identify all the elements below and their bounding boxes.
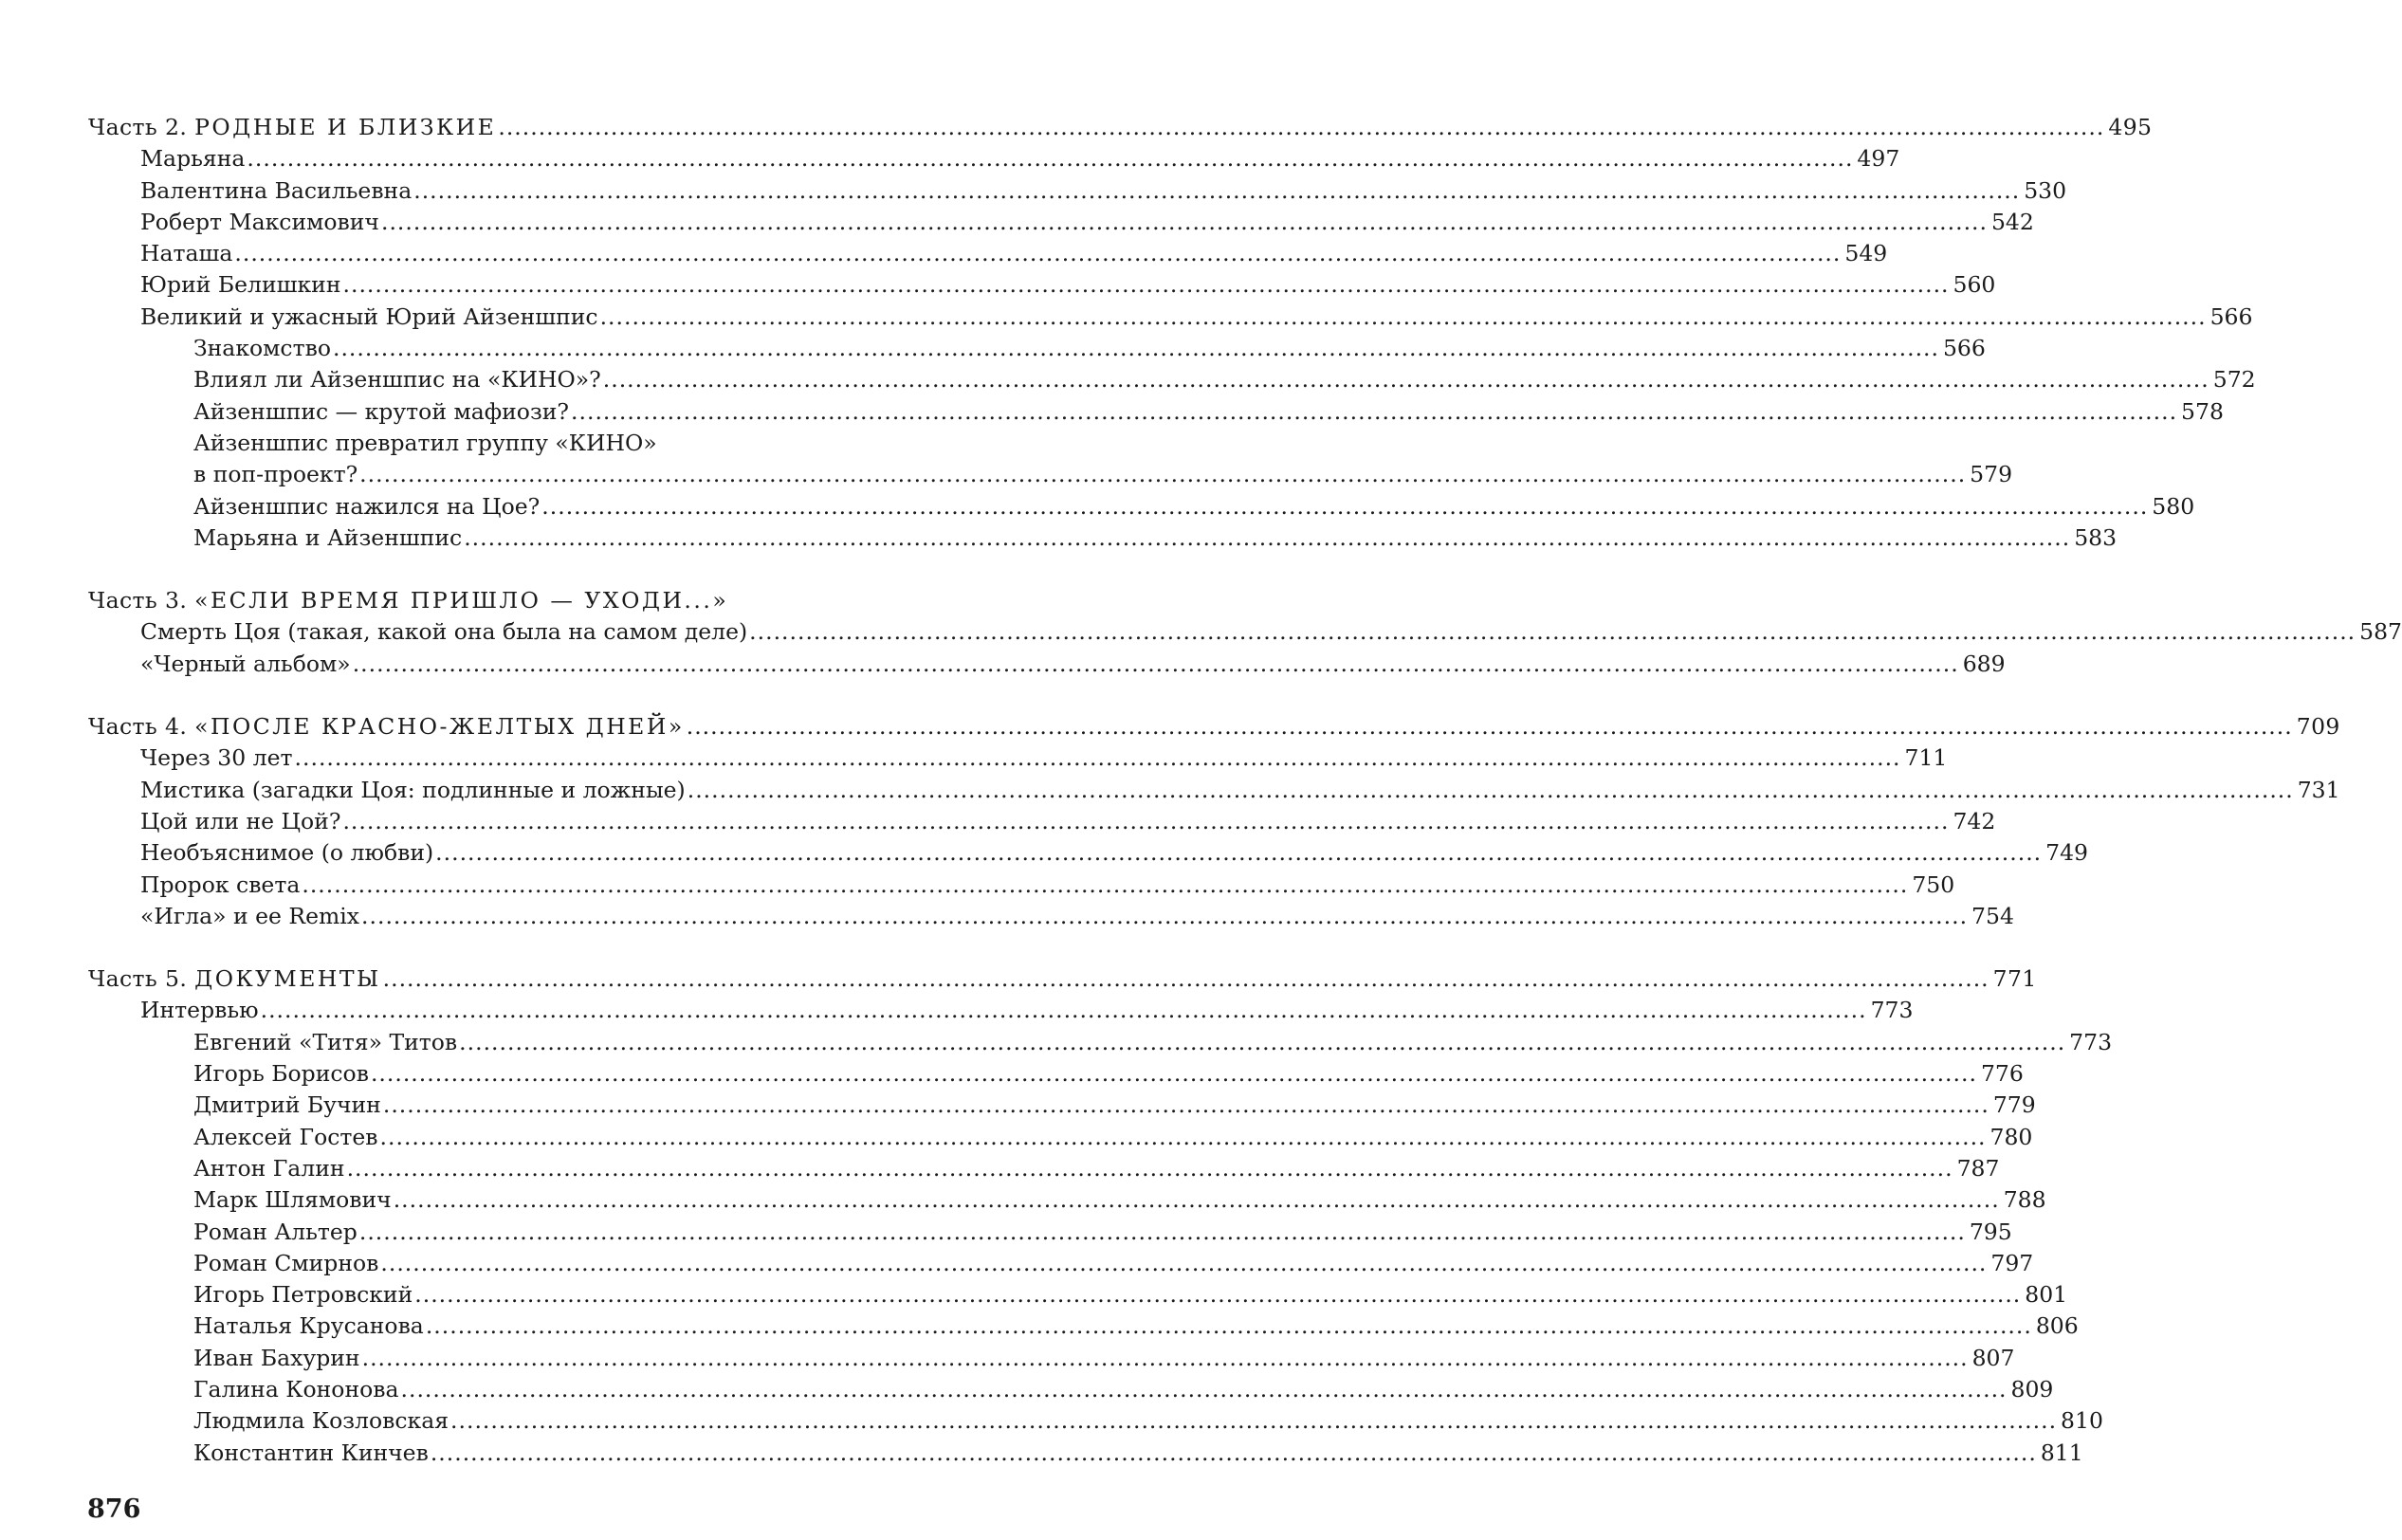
toc-page-number: 742 <box>1953 807 1996 834</box>
dot-leader: ........................................................................................................................................................................................................ <box>602 366 2209 394</box>
toc-entry-title: Игорь Петровский <box>193 1279 413 1311</box>
dot-leader: ........................................................................................................................................................................................................ <box>346 1154 1953 1182</box>
toc-entry-title: Смерть Цоя (такая, какой она была на самом деле) <box>140 616 747 648</box>
toc-entry <box>193 522 2118 554</box>
toc-page-number: 560 <box>1953 271 1996 299</box>
toc-entry-title: Валентина Васильевна <box>140 175 412 207</box>
dot-leader: ........................................................................................................................................................................................................ <box>361 902 1969 929</box>
toc-entry <box>140 269 1996 301</box>
toc-entry-title: Евгений «Титя» Титов <box>193 1027 457 1058</box>
toc-page-number: 497 <box>1857 145 1900 173</box>
toc-entry <box>193 1311 2079 1342</box>
toc-entry-title: Марьяна <box>140 143 245 174</box>
toc-page-number: 579 <box>1970 461 2013 488</box>
toc-page-number: 807 <box>1971 1344 2015 1371</box>
dot-leader: ........................................................................................................................................................................................................ <box>571 397 2178 425</box>
dot-leader: ........................................................................................................................................................................................................ <box>425 1312 2032 1340</box>
toc-entry-title: Марьяна и Айзеншпис <box>193 522 462 554</box>
toc-page-number: 810 <box>2061 1407 2103 1435</box>
toc-page-number: 787 <box>1956 1154 2000 1182</box>
toc-page-number: 801 <box>2025 1281 2068 1309</box>
toc-page-number: 754 <box>1971 902 2014 929</box>
toc-entry-title: Константин Кинчев <box>193 1438 429 1469</box>
toc-entry <box>140 806 1996 837</box>
section-gap <box>0 554 948 585</box>
dot-leader: ........................................................................................................................................................................................................ <box>498 114 2105 140</box>
toc-part-heading <box>88 711 2340 742</box>
toc-entry-title: Необъяснимое (о любви) <box>140 837 433 869</box>
toc-entry-title: «Черный альбом» <box>140 649 351 680</box>
page-number: 876 <box>87 1494 141 1524</box>
toc-page-number: 795 <box>1969 1218 2012 1245</box>
dot-leader: ........................................................................................................................................................................................................ <box>430 1439 2037 1466</box>
toc-entry-title: Цой или не Цой? <box>140 806 340 837</box>
dot-leader: ........................................................................................................................................................................................................ <box>234 240 1842 267</box>
toc-entry-title: Дмитрий Бучин <box>193 1090 381 1121</box>
toc-entry-title: Антон Галин <box>193 1153 345 1184</box>
toc-page-number: 495 <box>2108 114 2153 140</box>
toc-entry-title: в поп-проект? <box>193 459 358 490</box>
toc-part-title: «ЕСЛИ ВРЕМЯ ПРИШЛО — УХОДИ...» <box>194 587 729 614</box>
toc-page-number: 566 <box>1942 335 1986 362</box>
toc-entry-title: Через 30 лет <box>140 742 293 774</box>
dot-leader: ........................................................................................................................................................................................................ <box>459 1028 2066 1055</box>
toc-entry-title <box>88 112 496 143</box>
toc-page-number: 689 <box>1962 650 2006 677</box>
toc-entry <box>193 1438 2083 1469</box>
toc-entry <box>193 1279 2068 1311</box>
toc-entry <box>140 143 1900 174</box>
section-gap <box>0 680 948 711</box>
toc-entry <box>193 1184 2046 1216</box>
toc-entry <box>140 175 2067 207</box>
toc-page-number: 773 <box>2069 1028 2113 1055</box>
toc-entry <box>193 1248 2034 1279</box>
toc-entry <box>193 1217 2012 1248</box>
toc-page-number: 549 <box>1844 240 1888 267</box>
toc-entry <box>140 616 2402 648</box>
toc-part-title: РОДНЫЕ И БЛИЗКИЕ <box>194 114 497 140</box>
toc-page-number: 542 <box>1990 208 2034 235</box>
toc-entry <box>193 428 909 459</box>
toc-entry-title: Наталья Крусанова <box>193 1311 424 1342</box>
toc-part-heading <box>88 585 909 616</box>
toc-entry-title: Айзеншпис превратил группу «КИНО» <box>193 428 657 459</box>
toc-entry-title: Айзеншпис нажился на Цое? <box>193 491 540 522</box>
dot-leader: ........................................................................................................................................................................................................ <box>464 523 2071 551</box>
dot-leader: ........................................................................................................................................................................................................ <box>352 650 1959 677</box>
toc-entry-title: Мистика (загадки Цоя: подлинные и ложные) <box>140 775 686 806</box>
dot-leader: ........................................................................................................................................................................................................ <box>450 1407 2058 1435</box>
toc-entry <box>193 333 1986 364</box>
dot-leader: ........................................................................................................................................................................................................ <box>380 208 1988 235</box>
toc-page-number: 587 <box>2359 618 2402 646</box>
toc-page-number: 583 <box>2074 523 2118 551</box>
toc-entry-title: Игорь Борисов <box>193 1058 369 1090</box>
dot-leader: ........................................................................................................................................................................................................ <box>342 807 1950 834</box>
toc-entry <box>140 870 1955 901</box>
toc-page-number: 530 <box>2024 176 2067 204</box>
toc-page-number: 580 <box>2152 492 2195 520</box>
toc-entry-title <box>88 585 728 616</box>
dot-leader: ........................................................................................................................................................................................................ <box>382 1091 1989 1119</box>
toc-entry <box>140 837 2089 869</box>
toc-entry <box>140 995 1914 1026</box>
toc-entry-title <box>88 963 381 995</box>
dot-leader: ........................................................................................................................................................................................................ <box>302 871 1909 898</box>
dot-leader: ........................................................................................................................................................................................................ <box>247 145 1854 173</box>
dot-leader: ........................................................................................................................................................................................................ <box>393 1186 2000 1214</box>
dot-leader: ........................................................................................................................................................................................................ <box>380 1249 1988 1276</box>
toc-page-number: 773 <box>1870 997 1914 1024</box>
dot-leader: ........................................................................................................................................................................................................ <box>379 1123 1987 1150</box>
toc-entry <box>193 1374 2054 1405</box>
dot-leader: ........................................................................................................................................................................................................ <box>370 1060 1977 1088</box>
dot-leader: ........................................................................................................................................................................................................ <box>332 335 1939 362</box>
toc-entry-title: Юрий Белишкин <box>140 269 341 301</box>
dot-leader: ........................................................................................................................................................................................................ <box>413 176 2021 204</box>
toc-entry <box>193 459 2013 490</box>
toc-part-label: Часть 4. <box>88 713 195 741</box>
dot-leader: ........................................................................................................................................................................................................ <box>400 1375 2008 1402</box>
toc-page-number: 566 <box>2209 302 2253 330</box>
toc-entry-title: Людмила Козловская <box>193 1405 449 1437</box>
toc-page-number: 578 <box>2181 397 2224 425</box>
toc-part-title: «ПОСЛЕ КРАСНО-ЖЕЛТЫХ ДНЕЙ» <box>194 713 685 741</box>
toc-page-number: 750 <box>1912 871 1955 898</box>
toc-page-number: 731 <box>2297 776 2340 803</box>
toc-entry-title: Роман Альтер <box>193 1217 358 1248</box>
toc-part-title: ДОКУМЕНТЫ <box>194 965 381 993</box>
toc-page-number: 780 <box>1989 1123 2033 1150</box>
toc-entry-title: Великий и ужасный Юрий Айзеншпис <box>140 302 598 333</box>
dot-leader: ........................................................................................................................................................................................................ <box>359 461 1967 488</box>
toc-entry-title: Айзеншпис — крутой мафиози? <box>193 396 569 428</box>
dot-leader: ........................................................................................................................................................................................................ <box>687 776 2294 803</box>
toc-entry-title: Роман Смирнов <box>193 1248 378 1279</box>
toc-entry-title: Влиял ли Айзеншпис на «КИНО»? <box>193 364 601 395</box>
toc-entry <box>140 901 2014 932</box>
toc-entry <box>193 1153 2000 1184</box>
toc-entry-title <box>88 711 685 742</box>
toc-part-label: Часть 2. <box>88 114 195 140</box>
toc-page-number: 572 <box>2212 366 2256 394</box>
toc-part-heading <box>88 963 2037 995</box>
toc-page-number: 771 <box>1992 965 2037 993</box>
toc-entry-title: Иван Бахурин <box>193 1343 360 1374</box>
toc-entry <box>193 1405 2103 1437</box>
section-gap <box>0 932 948 963</box>
table-of-contents <box>0 112 2402 1469</box>
toc-entry <box>140 302 2253 333</box>
dot-leader: ........................................................................................................................................................................................................ <box>541 492 2149 520</box>
toc-entry <box>193 364 2256 395</box>
toc-page-number: 788 <box>2003 1186 2046 1214</box>
dot-leader: ........................................................................................................................................................................................................ <box>260 997 1867 1024</box>
dot-leader: ........................................................................................................................................................................................................ <box>599 302 2207 330</box>
toc-entry-title: Наташа <box>140 238 232 269</box>
toc-entry <box>140 207 2034 238</box>
toc-page-number: 811 <box>2040 1439 2083 1466</box>
dot-leader: ........................................................................................................................................................................................................ <box>361 1344 1969 1371</box>
toc-entry <box>193 396 2224 428</box>
toc-entry-title: Алексей Гостев <box>193 1122 378 1153</box>
toc-entry-title: Знакомство <box>193 333 331 364</box>
toc-entry-title: Марк Шлямович <box>193 1184 392 1216</box>
dot-leader: ........................................................................................................................................................................................................ <box>382 965 1989 993</box>
toc-part-heading <box>88 112 2153 143</box>
toc-entry-title: Пророк света <box>140 870 300 901</box>
toc-page-number: 809 <box>2010 1375 2054 1402</box>
toc-entry-title: Роберт Максимович <box>140 207 379 238</box>
dot-leader: ........................................................................................................................................................................................................ <box>414 1281 2022 1309</box>
toc-page-number: 779 <box>1992 1091 2036 1119</box>
toc-entry <box>140 742 1948 774</box>
toc-part-label: Часть 3. <box>88 587 195 614</box>
toc-entry-title: Галина Кононова <box>193 1374 399 1405</box>
toc-page-number: 776 <box>1980 1060 2024 1088</box>
toc-entry <box>193 491 2195 522</box>
dot-leader: ........................................................................................................................................................................................................ <box>294 744 1901 772</box>
toc-entry <box>140 238 1888 269</box>
toc-entry <box>193 1090 2036 1121</box>
toc-part-label: Часть 5. <box>88 965 195 993</box>
toc-entry-title: Интервью <box>140 995 259 1026</box>
toc-entry <box>193 1058 2024 1090</box>
toc-entry <box>193 1122 2033 1153</box>
toc-page-number: 711 <box>1904 744 1948 772</box>
toc-page-number: 709 <box>2296 713 2340 741</box>
toc-entry <box>140 649 2006 680</box>
toc-entry <box>193 1027 2113 1058</box>
dot-leader: ........................................................................................................................................................................................................ <box>749 618 2356 646</box>
toc-page-number: 806 <box>2035 1312 2079 1340</box>
toc-page-number: 749 <box>2045 839 2089 867</box>
toc-entry-title: «Игла» и ее Remix <box>140 901 359 932</box>
toc-entry <box>193 1343 2015 1374</box>
dot-leader: ........................................................................................................................................................................................................ <box>686 713 2293 741</box>
dot-leader: ........................................................................................................................................................................................................ <box>342 271 1950 299</box>
dot-leader: ........................................................................................................................................................................................................ <box>358 1218 1966 1245</box>
toc-page-number: 797 <box>1990 1249 2034 1276</box>
dot-leader: ........................................................................................................................................................................................................ <box>435 839 2043 867</box>
toc-entry <box>140 775 2340 806</box>
